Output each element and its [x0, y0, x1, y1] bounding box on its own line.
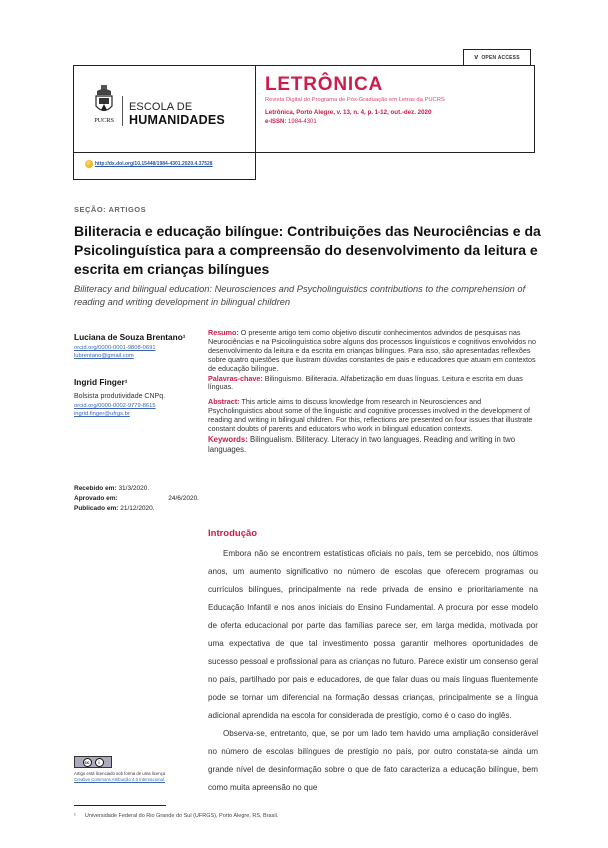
author-orcid-link[interactable]: orcid.org/0000-0001-9808-0691	[74, 345, 156, 351]
footnote-marker: ¹	[74, 813, 76, 819]
footnote-text: Universidade Federal do Rio Grande do Sul (UFRGS), Porto Alegre, RS, Brasil.	[84, 813, 279, 819]
abstract-pt	[208, 329, 536, 374]
open-access-badge	[463, 49, 531, 65]
cc-icon: cc	[84, 759, 90, 765]
abstract-en-text: This article aims to discuss knowledge from research in Neurosciences and Psycholinguistics about some of the linguistic and cognitive processes involved in the development of reading and writing in bilingual children. For this, reflections are presented on four issues that illustrate constant doubts of parents and educators who work in bilingual education contexts.	[208, 397, 533, 434]
intro-paragraph: Embora não se encontrem estatísticas oficiais no país, tem se percebido, nos últimos anos, um aumento significativo no número de escolas que oferecem programas ou currículos bilíngues, principalmente na rede privada de ensino e prioritariamente na Educação Infantil e nos anos iniciais do Ensino Fundamental. A procura por esse modelo de oferta educacional por parte das famílias parece ser, em larga medida, motivada por uma expectativa de que tal investimento possa garantir melhores oportunidades de sucesso pessoal e profissional para as crianças no futuro. Parece existir um consenso geral no país, partilhado por pais e educadores, de que falar duas ou mais línguas fluentemente pode se tornar um diferencial na formação dessas crianças, principalmente se a língua adicional aprendida na escola for considerada de prestígio, como é o caso do inglês.	[208, 549, 538, 720]
cc-by-badge[interactable]	[74, 756, 112, 768]
issn-value: 1984-4301	[288, 119, 317, 125]
by-icon: i	[95, 758, 104, 767]
logo-separator	[122, 96, 123, 126]
author-name: Luciana de Souza Brentano¹	[74, 332, 186, 342]
keywords-pt-label: Palavras-chave:	[208, 373, 263, 383]
intro-heading: Introdução	[208, 528, 258, 539]
received-date	[74, 484, 199, 494]
license-text: Artigo está licenciado sob forma de uma licença	[74, 771, 166, 776]
article-title: Biliteracia e educação bilíngue: Contribuições das Neurociências e da Psicolinguística para a compreensão do desenvolvimento da leitura e escrita em crianças bilíngues	[74, 223, 541, 277]
author	[74, 375, 199, 418]
doi-icon	[85, 160, 93, 168]
intro-body	[208, 545, 538, 797]
footnote	[74, 813, 278, 819]
footnote-rule	[74, 805, 166, 806]
keywords-en-label: Keywords:	[208, 434, 248, 444]
doi-url[interactable]: http://dx.doi.org/10.15448/1984-4301.2020.4.37528	[95, 161, 213, 167]
author-email-link[interactable]: lubrentano@gmail.com	[74, 353, 134, 359]
published-label: Publicado em:	[74, 505, 119, 512]
pucrs-logo	[92, 84, 225, 128]
open-access-label: OPEN ACCESS	[481, 54, 520, 61]
header-divider	[255, 65, 256, 153]
doi-link[interactable]	[85, 160, 213, 168]
intro-paragraph: Observa-se, entretanto, que, se por um lado tem havido uma ampliação considerável no número de escolas bilíngues de prestígio no país, por outro constata-se ainda um grande nível de desinformação sobre o que de fato caracteriza a educação bilíngue, bem como muita apreensão no que	[208, 729, 538, 792]
published-date	[74, 504, 199, 514]
issn-label: e-ISSN:	[265, 119, 287, 125]
abstract-pt-text: O presente artigo tem como objetivo discutir conhecimentos advindos de pesquisas nas Neurociências e na Psicolinguística sobre alguns dos processos linguísticos e cognitivos envolvidos no desenvolvimento da leitura e da escrita em crianças bilíngues. Para isso, são apresentadas reflexões sobre quatro questões que ilustram dúvidas constantes de pais e educadores que atuam em contextos de educação bilíngue.	[208, 328, 537, 373]
journal-issn	[265, 119, 445, 125]
approved-value: 24/6/2020.	[168, 495, 199, 502]
received-label: Recebido em:	[74, 485, 117, 492]
authors-block	[74, 330, 199, 418]
approved-label: Aprovado em:	[74, 495, 118, 502]
license-block	[74, 756, 199, 783]
author-email-link[interactable]: ingrid.finger@ufrgs.br	[74, 411, 130, 417]
received-value: 31/3/2020.	[118, 485, 150, 492]
article-subtitle-english: Biliteracy and bilingual education: Neurosciences and Psycholinguistics contributions to the comprehension of reading and writing development in bilingual children	[74, 284, 526, 307]
author-note: Bolsista produtividade CNPq.	[74, 393, 166, 400]
keywords-pt	[208, 375, 536, 393]
abstract-en	[208, 398, 536, 434]
keywords-en-text: Bilingualism. Biliteracy. Literacy in two languages. Reading and writing in two languages.	[208, 434, 516, 454]
approved-date	[74, 494, 199, 504]
abstracts-block	[208, 329, 536, 456]
pucrs-crest-icon	[94, 84, 114, 116]
journal-citation: Letrônica, Porto Alegre, v. 13, n. 4, p. 1-12, out.-dez. 2020	[265, 109, 432, 116]
author-name: Ingrid Finger¹	[74, 377, 128, 387]
journal-subtitle: Revista Digital do Programa de Pós-Graduação em Letras da PUCRS	[265, 97, 445, 103]
open-access-lock-icon: ᴠ	[474, 54, 479, 61]
author	[74, 330, 199, 360]
section-label: SEÇÃO: ARTIGOS	[74, 205, 147, 214]
abstract-pt-label: Resumo:	[208, 328, 239, 337]
crest-label: PUCRS	[94, 117, 114, 124]
license-link[interactable]: Creative Commons Atribuição 4.0 Internacional.	[74, 777, 165, 782]
published-value: 21/12/2020.	[120, 505, 155, 512]
keywords-pt-text: Bilinguismo. Biliteracia. Alfabetização em duas línguas. Leitura e escrita em duas línguas.	[208, 373, 523, 392]
school-name-top: ESCOLA DE	[129, 101, 193, 113]
dates-block	[74, 484, 199, 514]
journal-title: LETRÔNICA	[265, 74, 384, 95]
keywords-en	[208, 435, 536, 455]
school-name-bottom: HUMANIDADES	[129, 113, 225, 127]
pucrs-crest	[92, 84, 116, 128]
school-name	[129, 101, 225, 127]
author-orcid-link[interactable]: orcid.org/0000-0002-9779-8615	[74, 403, 156, 409]
abstract-en-label: Abstract:	[208, 397, 240, 407]
journal-info	[265, 75, 445, 125]
